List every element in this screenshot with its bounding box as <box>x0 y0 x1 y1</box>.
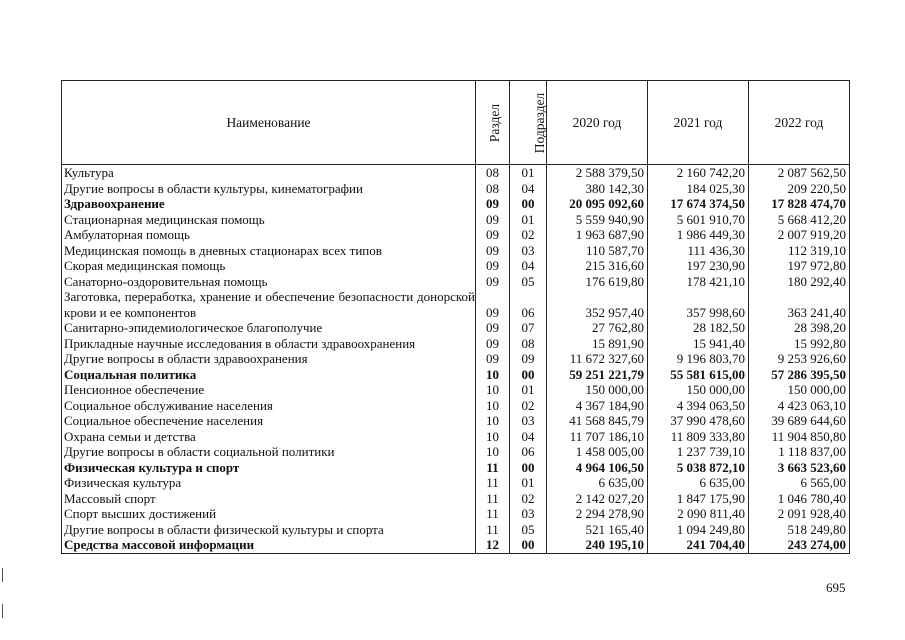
row-name: Спорт высших достижений <box>62 506 476 522</box>
row-subsection: 02 <box>510 227 547 243</box>
row-name: Прикладные научные исследования в области здравоохранения <box>62 336 476 352</box>
row-value-2021: 55 581 615,00 <box>648 367 749 383</box>
row-value-2021: 357 998,60 <box>648 289 749 320</box>
row-name: Стационарная медицинская помощь <box>62 212 476 228</box>
row-name: Культура <box>62 165 476 181</box>
row-value-2022: 209 220,50 <box>749 181 850 197</box>
row-value-2020: 215 316,60 <box>547 258 648 274</box>
row-value-2021: 1 847 175,90 <box>648 491 749 507</box>
row-value-2020: 176 619,80 <box>547 274 648 290</box>
row-subsection: 00 <box>510 367 547 383</box>
row-value-2021: 5 038 872,10 <box>648 460 749 476</box>
table-row <box>62 429 850 445</box>
row-subsection: 08 <box>510 336 547 352</box>
row-section: 09 <box>476 227 510 243</box>
row-value-2021: 1 986 449,30 <box>648 227 749 243</box>
budget-table-container <box>61 80 850 554</box>
row-name: Санаторно-оздоровительная помощь <box>62 274 476 290</box>
row-value-2021: 241 704,40 <box>648 537 749 553</box>
row-value-2021: 6 635,00 <box>648 475 749 491</box>
table-row <box>62 506 850 522</box>
row-section: 09 <box>476 351 510 367</box>
row-subsection: 05 <box>510 522 547 538</box>
row-value-2020: 5 559 940,90 <box>547 212 648 228</box>
row-value-2020: 2 294 278,90 <box>547 506 648 522</box>
row-subsection: 01 <box>510 382 547 398</box>
row-section: 09 <box>476 196 510 212</box>
row-subsection: 04 <box>510 181 547 197</box>
row-value-2021: 2 090 811,40 <box>648 506 749 522</box>
row-section: 12 <box>476 537 510 553</box>
row-value-2022: 150 000,00 <box>749 382 850 398</box>
table-row <box>62 475 850 491</box>
row-value-2022: 1 118 837,00 <box>749 444 850 460</box>
row-name: Социальное обслуживание населения <box>62 398 476 414</box>
row-name: Санитарно-эпидемиологическое благополучие <box>62 320 476 336</box>
row-value-2021: 184 025,30 <box>648 181 749 197</box>
row-section: 10 <box>476 429 510 445</box>
row-value-2020: 2 142 027,20 <box>547 491 648 507</box>
header-section-label: Раздел <box>487 103 503 142</box>
row-section: 10 <box>476 398 510 414</box>
row-value-2021: 197 230,90 <box>648 258 749 274</box>
row-value-2020: 41 568 845,79 <box>547 413 648 429</box>
row-value-2020: 11 707 186,10 <box>547 429 648 445</box>
margin-mark <box>2 604 3 618</box>
row-section: 10 <box>476 367 510 383</box>
row-value-2020: 521 165,40 <box>547 522 648 538</box>
table-row <box>62 165 850 181</box>
row-value-2020: 2 588 379,50 <box>547 165 648 181</box>
row-name: Физическая культура и спорт <box>62 460 476 476</box>
header-2020: 2020 год <box>547 81 648 165</box>
row-value-2022: 9 253 926,60 <box>749 351 850 367</box>
row-value-2022: 363 241,40 <box>749 289 850 320</box>
row-name: Другие вопросы в области социальной политики <box>62 444 476 460</box>
table-row <box>62 227 850 243</box>
row-value-2020: 240 195,10 <box>547 537 648 553</box>
row-subsection: 04 <box>510 429 547 445</box>
table-row <box>62 413 850 429</box>
row-subsection: 07 <box>510 320 547 336</box>
row-value-2022: 1 046 780,40 <box>749 491 850 507</box>
table-row <box>62 491 850 507</box>
row-name: Медицинская помощь в дневных стационарах всех типов <box>62 243 476 259</box>
row-section: 11 <box>476 506 510 522</box>
row-subsection: 06 <box>510 289 547 320</box>
row-section: 11 <box>476 491 510 507</box>
row-value-2022: 28 398,20 <box>749 320 850 336</box>
table-row <box>62 460 850 476</box>
row-value-2021: 5 601 910,70 <box>648 212 749 228</box>
table-row <box>62 258 850 274</box>
row-value-2021: 11 809 333,80 <box>648 429 749 445</box>
row-value-2021: 1 237 739,10 <box>648 444 749 460</box>
row-subsection: 05 <box>510 274 547 290</box>
row-section: 11 <box>476 460 510 476</box>
row-value-2021: 28 182,50 <box>648 320 749 336</box>
row-value-2022: 2 091 928,40 <box>749 506 850 522</box>
table-row <box>62 212 850 228</box>
table-row <box>62 320 850 336</box>
row-section: 09 <box>476 336 510 352</box>
row-value-2020: 59 251 221,79 <box>547 367 648 383</box>
table-row <box>62 398 850 414</box>
row-name: Другие вопросы в области культуры, кинематографии <box>62 181 476 197</box>
row-value-2021: 2 160 742,20 <box>648 165 749 181</box>
row-section: 08 <box>476 165 510 181</box>
row-name: Социальное обеспечение населения <box>62 413 476 429</box>
row-subsection: 01 <box>510 475 547 491</box>
row-value-2020: 27 762,80 <box>547 320 648 336</box>
row-subsection: 06 <box>510 444 547 460</box>
budget-table <box>61 80 850 554</box>
row-value-2022: 11 904 850,80 <box>749 429 850 445</box>
row-value-2020: 352 957,40 <box>547 289 648 320</box>
row-value-2020: 1 458 005,00 <box>547 444 648 460</box>
row-value-2022: 2 007 919,20 <box>749 227 850 243</box>
row-value-2022: 15 992,80 <box>749 336 850 352</box>
row-section: 10 <box>476 444 510 460</box>
row-section: 09 <box>476 320 510 336</box>
row-name: Социальная политика <box>62 367 476 383</box>
row-section: 11 <box>476 522 510 538</box>
row-subsection: 03 <box>510 243 547 259</box>
row-value-2020: 20 095 092,60 <box>547 196 648 212</box>
row-name: Амбулаторная помощь <box>62 227 476 243</box>
table-row <box>62 336 850 352</box>
row-value-2022: 5 668 412,20 <box>749 212 850 228</box>
table-row <box>62 522 850 538</box>
row-value-2021: 178 421,10 <box>648 274 749 290</box>
table-row <box>62 274 850 290</box>
row-name: Скорая медицинская помощь <box>62 258 476 274</box>
header-section <box>476 81 510 165</box>
row-value-2020: 4 367 184,90 <box>547 398 648 414</box>
header-name: Наименование <box>62 81 476 165</box>
header-subsection <box>510 81 547 165</box>
row-name: Средства массовой информации <box>62 537 476 553</box>
row-name: Другие вопросы в области физической культуры и спорта <box>62 522 476 538</box>
table-row <box>62 196 850 212</box>
row-value-2022: 243 274,00 <box>749 537 850 553</box>
row-value-2021: 111 436,30 <box>648 243 749 259</box>
row-value-2022: 39 689 644,60 <box>749 413 850 429</box>
row-value-2020: 15 891,90 <box>547 336 648 352</box>
row-name: Здравоохранение <box>62 196 476 212</box>
row-name: Физическая культура <box>62 475 476 491</box>
table-row <box>62 181 850 197</box>
row-value-2022: 17 828 474,70 <box>749 196 850 212</box>
header-subsection-label: Подраздел <box>532 92 548 153</box>
row-subsection: 03 <box>510 413 547 429</box>
row-subsection: 04 <box>510 258 547 274</box>
row-value-2022: 112 319,10 <box>749 243 850 259</box>
row-subsection: 02 <box>510 398 547 414</box>
row-subsection: 01 <box>510 212 547 228</box>
row-section: 09 <box>476 258 510 274</box>
row-section: 09 <box>476 274 510 290</box>
row-value-2020: 11 672 327,60 <box>547 351 648 367</box>
row-section: 10 <box>476 413 510 429</box>
row-subsection: 02 <box>510 491 547 507</box>
table-row <box>62 537 850 553</box>
row-subsection: 00 <box>510 460 547 476</box>
table-row <box>62 444 850 460</box>
row-name: Другие вопросы в области здравоохранения <box>62 351 476 367</box>
row-value-2020: 4 964 106,50 <box>547 460 648 476</box>
table-row <box>62 243 850 259</box>
margin-mark <box>2 568 3 582</box>
row-name: Пенсионное обеспечение <box>62 382 476 398</box>
page-number: 695 <box>826 580 846 595</box>
header-2021: 2021 год <box>648 81 749 165</box>
row-value-2022: 180 292,40 <box>749 274 850 290</box>
row-subsection: 01 <box>510 165 547 181</box>
table-row <box>62 367 850 383</box>
row-value-2022: 3 663 523,60 <box>749 460 850 476</box>
row-value-2021: 4 394 063,50 <box>648 398 749 414</box>
row-section: 09 <box>476 212 510 228</box>
header-2022: 2022 год <box>749 81 850 165</box>
table-row <box>62 351 850 367</box>
row-value-2020: 380 142,30 <box>547 181 648 197</box>
row-section: 11 <box>476 475 510 491</box>
row-name: Заготовка, переработка, хранение и обеспечение безопасности донорской крови и ее компонентов <box>62 289 476 320</box>
row-subsection: 09 <box>510 351 547 367</box>
row-section: 10 <box>476 382 510 398</box>
row-value-2020: 1 963 687,90 <box>547 227 648 243</box>
table-row <box>62 289 850 320</box>
row-value-2021: 15 941,40 <box>648 336 749 352</box>
row-section: 09 <box>476 243 510 259</box>
table-row <box>62 382 850 398</box>
row-value-2021: 150 000,00 <box>648 382 749 398</box>
row-value-2020: 110 587,70 <box>547 243 648 259</box>
row-value-2021: 17 674 374,50 <box>648 196 749 212</box>
row-subsection: 00 <box>510 196 547 212</box>
row-value-2022: 57 286 395,50 <box>749 367 850 383</box>
row-section: 08 <box>476 181 510 197</box>
table-header-row <box>62 81 850 165</box>
row-value-2022: 2 087 562,50 <box>749 165 850 181</box>
row-value-2022: 518 249,80 <box>749 522 850 538</box>
row-section: 09 <box>476 289 510 320</box>
table-body <box>62 165 850 554</box>
row-subsection: 03 <box>510 506 547 522</box>
row-value-2020: 6 635,00 <box>547 475 648 491</box>
row-subsection: 00 <box>510 537 547 553</box>
row-value-2021: 9 196 803,70 <box>648 351 749 367</box>
row-value-2022: 4 423 063,10 <box>749 398 850 414</box>
row-value-2021: 37 990 478,60 <box>648 413 749 429</box>
row-value-2022: 197 972,80 <box>749 258 850 274</box>
row-value-2020: 150 000,00 <box>547 382 648 398</box>
row-value-2022: 6 565,00 <box>749 475 850 491</box>
row-name: Охрана семьи и детства <box>62 429 476 445</box>
row-name: Массовый спорт <box>62 491 476 507</box>
row-value-2021: 1 094 249,80 <box>648 522 749 538</box>
